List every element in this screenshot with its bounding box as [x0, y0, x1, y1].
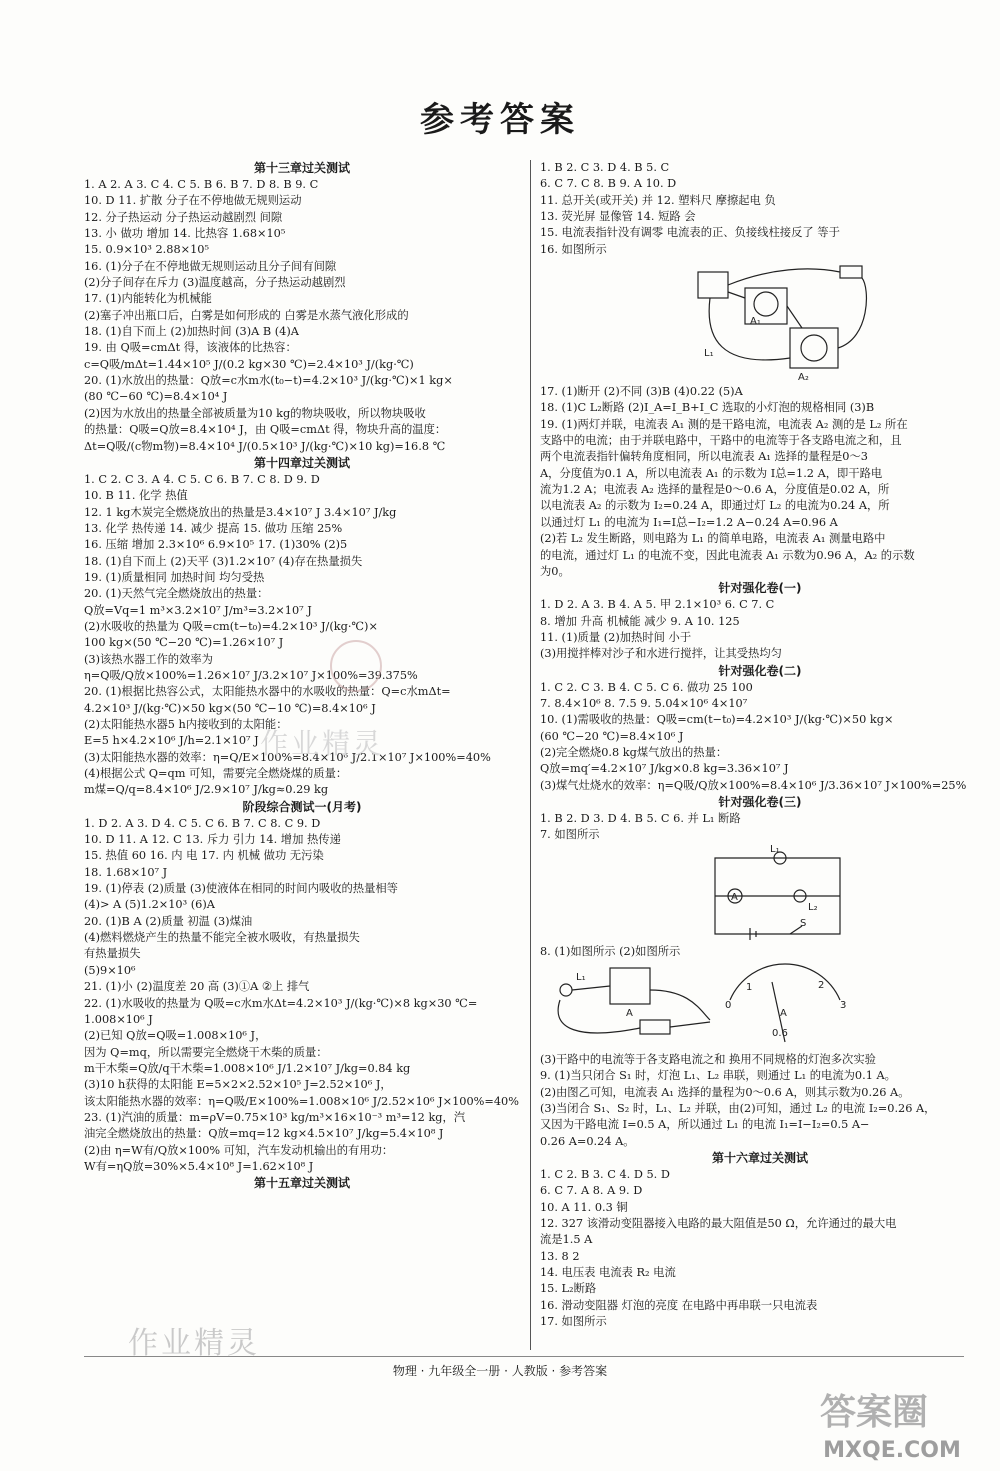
answer-line: 10. D 11. A 12. C 13. 斥力 引力 14. 增加 热传递	[84, 833, 341, 847]
answer-line: 有热量损失	[84, 947, 141, 961]
answer-line: 19. 由 Q吸=cmΔt 得，该液体的比热容：	[84, 341, 297, 355]
watermark-url: MXQE.COM	[823, 1438, 961, 1463]
answer-line: 8. (1)如图所示 (2)如图所示	[540, 944, 681, 958]
answer-line: 13. 化学 热传递 14. 减少 提高 15. 做功 压缩 25%	[84, 521, 343, 535]
answer-line: Q放=Vq=1 m³×3.2×10⁷ J/m³=3.2×10⁷ J	[84, 603, 312, 617]
answer-line: 又因为干路电流 I=0.5 A，所以通过 L₁ 的电流 I₁=I−I₂=0.5 A−	[540, 1118, 870, 1132]
figure-label: A	[780, 1008, 787, 1019]
answer-line: 15. 电流表指针没有调零 电流表的正、负接线柱接反了 等于	[540, 226, 840, 240]
answer-line: (4)燃料燃烧产生的热量不能完全被水吸收，有热量损失	[84, 931, 360, 945]
answer-line: 1. D 2. A 3. B 4. A 5. 甲 2.1×10³ 6. C 7. C	[540, 598, 775, 612]
answer-line: Q放=mq′=4.2×10⁷ J/kg×0.8 kg=3.36×10⁷ J	[540, 762, 789, 776]
circuit-wires	[709, 269, 866, 360]
watermark-logo-text: 答案圈	[820, 1392, 929, 1433]
answer-line: 13. 小 做功 增加 14. 比热容 1.68×10⁵	[84, 227, 286, 241]
section-heading: 第十五章过关测试	[253, 1176, 350, 1191]
answer-line: 16. 如图所示	[540, 242, 607, 256]
answer-line: 的热量：Q吸=Q放=8.4×10⁴ J，由 Q吸=cmΔt 得，物块升高的温度：	[84, 423, 447, 437]
answer-line: 4.2×10³ J/(kg·℃)×50 kg×(50 ℃−10 ℃)=8.4×10⁶ J	[84, 701, 376, 715]
answer-line: 11. 总开关(或开关) 并 12. 塑料尺 摩擦起电 负	[540, 193, 776, 207]
section-heading: 针对强化卷(一)	[718, 581, 802, 596]
section-heading: 针对强化卷(二)	[718, 663, 802, 678]
answer-line: (2)由 η=W有/Q放×100% 可知，汽车发动机输出的有用功：	[84, 1143, 394, 1157]
answer-line: 流是1.5 A	[540, 1233, 593, 1247]
answer-line: (3)该热水器工作的效率为	[84, 652, 213, 666]
answer-line: 1.008×10⁶ J	[84, 1012, 153, 1026]
section-heading: 阶段综合测试一(月考)	[242, 799, 362, 814]
answer-line: 以电流表 A₂ 的示数为 I₂=0.24 A，即通过灯 L₂ 的电流为0.24 A，所	[540, 499, 890, 513]
answer-line: 17. (1)断开 (2)不同 (3)B (4)0.22 (5)A	[540, 385, 743, 399]
figure-label: A₂	[798, 372, 809, 384]
figure-label: 3	[840, 1000, 847, 1011]
answer-line: (3)干路中的电流等于各支路电流之和 换用不同规格的灯泡多次实验	[540, 1053, 876, 1066]
answer-line: 以通过灯 L₁ 的电流为 I₁=I总−I₂=1.2 A−0.24 A=0.96 A	[540, 515, 838, 529]
answer-line: 10. A 11. 0.3 铜	[540, 1200, 628, 1214]
answer-line: (3)煤气灶烧水的效率：η=Q吸/Q放×100%=8.4×10⁶ J/3.36×10⁷ J×100%=25%	[540, 778, 967, 792]
answer-line: 9. (1)当只闭合 S₁ 时，灯泡 L₁、L₂ 串联，则通过 L₁ 的电流为0.1 A。	[540, 1069, 896, 1083]
ammeter-a2-dial	[801, 335, 827, 361]
answer-line: 12. 327 该滑动变阻器接入电路的最大阻值是50 Ω，允许通过的最大电	[540, 1217, 897, 1231]
figure-label: L₁	[770, 843, 780, 855]
answer-line: 15. 0.9×10³ 2.88×10⁵	[84, 243, 210, 257]
section-heading: 第十六章过关测试	[711, 1151, 808, 1166]
answer-line: 18. (1)自下而上 (2)加热时间 (3)A B (4)A	[84, 325, 299, 339]
section-heading: 第十三章过关测试	[253, 161, 350, 175]
figure-label: A	[626, 1008, 633, 1019]
column-divider	[530, 160, 531, 1350]
answer-line: 1. B 2. C 3. D 4. B 5. C	[540, 161, 670, 174]
answer-line: 10. D 11. 扩散 分子在不停地做无规则运动	[84, 194, 302, 208]
answer-line: 6. C 7. C 8. B 9. A 10. D	[540, 177, 677, 191]
answer-line: (2)水吸收的热量为 Q吸=cm(t−t₀)=4.2×10³ J/(kg·℃)×	[84, 619, 378, 633]
answer-line: 为0。	[540, 564, 570, 578]
answer-line: (2)太阳能热水器5 h内接收到的太阳能：	[84, 718, 288, 731]
watermark-middle: 作业精灵	[260, 727, 385, 760]
answer-line: 两个电流表指针偏转角度相同，所以电流表 A₁ 选择的量程是0～3	[540, 450, 868, 464]
answer-line: 10. (1)需吸收的热量：Q吸=cm(t−t₀)=4.2×10³ J/(kg·℃)×50 kg×	[540, 713, 894, 727]
answer-line: (2)因为水放出的热量全部被质量为10 kg的物块吸收，所以物块吸收	[84, 406, 426, 420]
answer-line: 支路中的电流；由于并联电路中，干路中的电流等于各支路电流之和，且	[540, 434, 902, 448]
fig8-diagram	[540, 960, 970, 1052]
answer-line: 因为 Q=mq，所以需要完全燃烧干木柴的质量：	[84, 1045, 328, 1059]
answer-line: A，分度值为0.1 A，所以电流表 A₁ 的示数为 I总=1.2 A，即干路电	[540, 466, 883, 480]
answer-line: 1. B 2. D 3. D 4. B 5. C 6. 并 L₁ 断路	[540, 811, 741, 825]
answer-line: E=5 h×4.2×10⁶ J/h=2.1×10⁷ J	[84, 734, 259, 748]
answer-line: 19. (1)两灯并联，电流表 A₁ 测的是干路电流，电流表 A₂ 测的是 L₂ 所在	[540, 417, 908, 431]
answer-line: η=Q吸/Q放×100%=1.26×10⁷ J/3.2×10⁷ J×100%=39.375%	[84, 668, 418, 682]
watermark-bottom-left: 作业精灵	[128, 1326, 260, 1361]
answer-line: 1. C 2. C 3. B 4. C 5. C 6. 做功 25 100	[540, 680, 753, 694]
answer-line: m干木柴=Q放/q干木柴=1.008×10⁶ J/1.2×10⁷ J/kg=0.84 kg	[84, 1061, 411, 1075]
answer-line: 1. A 2. A 3. C 4. C 5. B 6. B 7. D 8. B 9. C	[84, 178, 319, 191]
answer-line: 流为1.2 A；电流表 A₂ 选择的量程是0～0.6 A，分度值是0.02 A，所	[540, 483, 890, 497]
answer-line: 22. (1)水吸收的热量为 Q吸=c水m水Δt=4.2×10³ J/(kg·℃)×8 kg×30 ℃=	[84, 996, 478, 1010]
lamp-l1-icon	[560, 984, 572, 996]
answer-line: 18. (1)自下而上 (2)天平 (3)1.2×10⁷ (4)存在热量损失	[84, 554, 363, 568]
answer-line: 的电流，通过灯 L₁ 的电流不变，因此电流表 A₁ 示数为0.96 A，A₂ 的示数	[540, 548, 915, 562]
answer-line: 13. 8 2	[540, 1249, 580, 1263]
answer-line: 15. L₂断路	[540, 1282, 597, 1296]
answer-line: (3)太阳能热水器的效率：η=Q/E×100%=8.4×10⁶ J/2.1×10⁷ J×100%=40%	[84, 750, 491, 764]
answer-line: 17. (1)内能转化为机械能	[84, 292, 212, 306]
section-heading: 第十四章过关测试	[253, 455, 350, 470]
answer-line: (5)9×10⁶	[84, 963, 136, 977]
answer-line: (2)若 L₂ 发生断路，则电路为 L₁ 的简单电路，电流表 A₁ 测量电路中	[540, 532, 886, 546]
battery-icon	[698, 272, 728, 298]
answer-line: (2)分子间存在斥力 (3)温度越高，分子热运动越剧烈	[84, 276, 346, 290]
left-column	[84, 160, 520, 1192]
answer-line: W有=ηQ放=30%×5.4×10⁸ J=1.62×10⁸ J	[84, 1159, 314, 1173]
watermark-logo	[812, 1384, 972, 1466]
answer-line: (3)用搅拌棒对沙子和水进行搅拌，让其受热均匀	[540, 647, 782, 661]
page-title: 参考答案	[420, 100, 580, 140]
answer-line: 20. (1)天然气完全燃烧放出的热量：	[84, 587, 269, 601]
lamp-icon	[840, 266, 862, 278]
answer-line: 6. C 7. A 8. A 9. D	[540, 1184, 643, 1198]
answer-line: 21. (1)小 (2)温度差 20 高 (3)①A ②上 排气	[84, 980, 310, 994]
ammeter-icon	[610, 968, 650, 1004]
answer-line: 该太阳能热水器的效率：η=Q吸/E×100%=1.008×10⁶ J/2.52×10⁶ J×100%=40%	[84, 1094, 519, 1108]
answer-line: (4)> A (5)1.2×10³ (6)A	[84, 898, 215, 912]
answer-line: 100 kg×(50 ℃−20 ℃)=1.26×10⁷ J	[84, 636, 284, 650]
figure-label: L₁	[704, 348, 714, 360]
answer-line: 15. 热值 60 16. 内 电 17. 内 机械 做功 无污染	[84, 849, 324, 863]
ammeter-a1-dial	[754, 292, 778, 316]
answer-line: 23. (1)汽油的质量：m=ρV=0.75×10³ kg/m³×16×10⁻³ m³=12 kg，汽	[84, 1110, 466, 1124]
page-footer: 物理 · 九年级全一册 · 人教版 · 参考答案	[392, 1364, 608, 1378]
figure-label: A₁	[750, 316, 761, 328]
answer-line: 13. 荧光屏 显像管 14. 短路 会	[540, 210, 696, 224]
answer-line: 11. (1)质量 (2)加热时间 小于	[540, 630, 692, 644]
answer-line: 14. 电压表 电流表 R₂ 电流	[540, 1266, 676, 1280]
figure-label: 1	[746, 982, 753, 993]
answer-line: 18. 1.68×10⁷ J	[84, 865, 168, 879]
fig7-figure	[540, 844, 980, 944]
figure-label: 0.6	[772, 1028, 788, 1039]
circuit-wires	[558, 986, 710, 1033]
battery-switch-icon	[750, 926, 802, 940]
answer-line: 1. C 2. C 3. A 4. C 5. C 6. B 7. C 8. D 9. D	[84, 472, 320, 486]
faded-stamp	[330, 640, 382, 692]
answer-line: 1. C 2. B 3. C 4. D 5. D	[540, 1168, 670, 1182]
answer-line: c=Q吸/mΔt=1.44×10⁵ J/(0.2 kg×30 ℃)=2.4×10³ J/(kg·℃)	[84, 357, 414, 371]
answer-line: 1. D 2. A 3. D 4. C 5. C 6. B 7. C 8. C 9. D	[84, 816, 321, 830]
answer-line: 12. 1 kg木炭完全燃烧放出的热量是3.4×10⁷ J 3.4×10⁷ J/kg	[84, 505, 397, 519]
fig7-diagram	[540, 844, 970, 944]
answer-line: 16. (1)分子在不停地做无规则运动且分子间有间隙	[84, 259, 337, 273]
section-heading: 针对强化卷(三)	[718, 794, 802, 809]
answer-line: 10. B 11. 化学 热值	[84, 489, 188, 503]
figure-label: A	[731, 891, 738, 903]
answer-line: 18. (1)C L₂断路 (2)I_A=I_B+I_C 选取的小灯泡的规格相同 (3)B	[540, 401, 875, 415]
answer-line: 16. 压缩 增加 2.3×10⁶ 6.9×10⁵ 17. (1)30% (2)5	[84, 538, 348, 552]
figure-label: L₂	[808, 901, 818, 913]
answer-line: Δt=Q吸/(c物m物)=8.4×10⁴ J/(0.5×10³ J/(kg·℃)×10 kg)=16.8 ℃	[84, 439, 446, 453]
answer-line: 20. (1)水放出的热量：Q放=c水m水(t₀−t)=4.2×10³ J/(kg·℃)×1 kg×	[84, 374, 453, 388]
answer-line: (80 ℃−60 ℃)=8.4×10⁴ J	[84, 390, 228, 404]
right-column	[540, 160, 980, 1331]
answer-line: 17. 如图所示	[540, 1315, 607, 1329]
figure-label: S	[800, 917, 807, 929]
answer-line: 19. (1)质量相同 加热时间 均匀受热	[84, 570, 265, 584]
figure-label: 0	[725, 1000, 732, 1011]
answer-line: (2)由图乙可知，电流表 A₁ 选择的量程为0～0.6 A，则其示数为0.26 A。	[540, 1085, 910, 1099]
answer-line: 7. 如图所示	[540, 828, 600, 842]
answer-line: 12. 分子热运动 分子热运动越剧烈 间隙	[84, 210, 283, 224]
answer-line: 20. (1)根据比热容公式，太阳能热水器中的水吸收的热量：Q=c水mΔt=	[84, 685, 451, 699]
answer-line: (3)10 h获得的太阳能 E=5×2×2.52×10⁵ J=2.52×10⁶ J，	[84, 1078, 392, 1092]
battery-icon	[640, 1020, 670, 1034]
answer-line: 油完全燃烧放出的热量：Q放=mq=12 kg×4.5×10⁷ J/kg=5.4×10⁸ J	[84, 1127, 444, 1141]
answer-line: (2)已知 Q放=Q吸=1.008×10⁶ J，	[84, 1029, 267, 1043]
answer-line: 19. (1)停表 (2)质量 (3)使液体在相同的时间内吸收的热量相等	[84, 882, 398, 896]
answer-line: (4)根据公式 Q=qm 可知，需要完全燃烧煤的质量：	[84, 767, 348, 781]
ammeter-a2-icon	[790, 328, 838, 368]
answer-line: 20. (1)B A (2)质量 初温 (3)煤油	[84, 914, 253, 928]
answer-line: (3)当闭合 S₁、S₂ 时，L₁、L₂ 并联，由(2)可知，通过 L₂ 的电流 I₂=0.26 A，	[540, 1102, 936, 1116]
answer-line: 8. 增加 升高 机械能 减少 9. A 10. 125	[540, 614, 740, 628]
answer-line: (2)完全燃烧0.8 kg煤气放出的热量：	[540, 745, 728, 759]
fig16-figure	[540, 258, 980, 384]
answer-line: (60 ℃−20 ℃)=8.4×10⁶ J	[540, 729, 684, 743]
answer-line: 16. 滑动变阻器 灯泡的亮度 在电路中再串联一只电流表	[540, 1298, 818, 1312]
answer-line: (2)塞子冲出瓶口后，白雾是如何形成的 白雾是水蒸气液化形成的	[84, 308, 409, 322]
figure-label: 2	[818, 980, 825, 991]
fig16-diagram	[540, 258, 970, 384]
figure-label: L₁	[576, 972, 586, 983]
answer-line: 0.26 A=0.24 A。	[540, 1134, 635, 1148]
answer-line: m煤=Q/q=8.4×10⁶ J/2.9×10⁷ J/kg≈0.29 kg	[84, 783, 329, 797]
answer-line: 7. 8.4×10⁶ 8. 7.5 9. 5.04×10⁶ 4×10⁷	[540, 696, 748, 710]
fig8-figure	[540, 960, 980, 1052]
